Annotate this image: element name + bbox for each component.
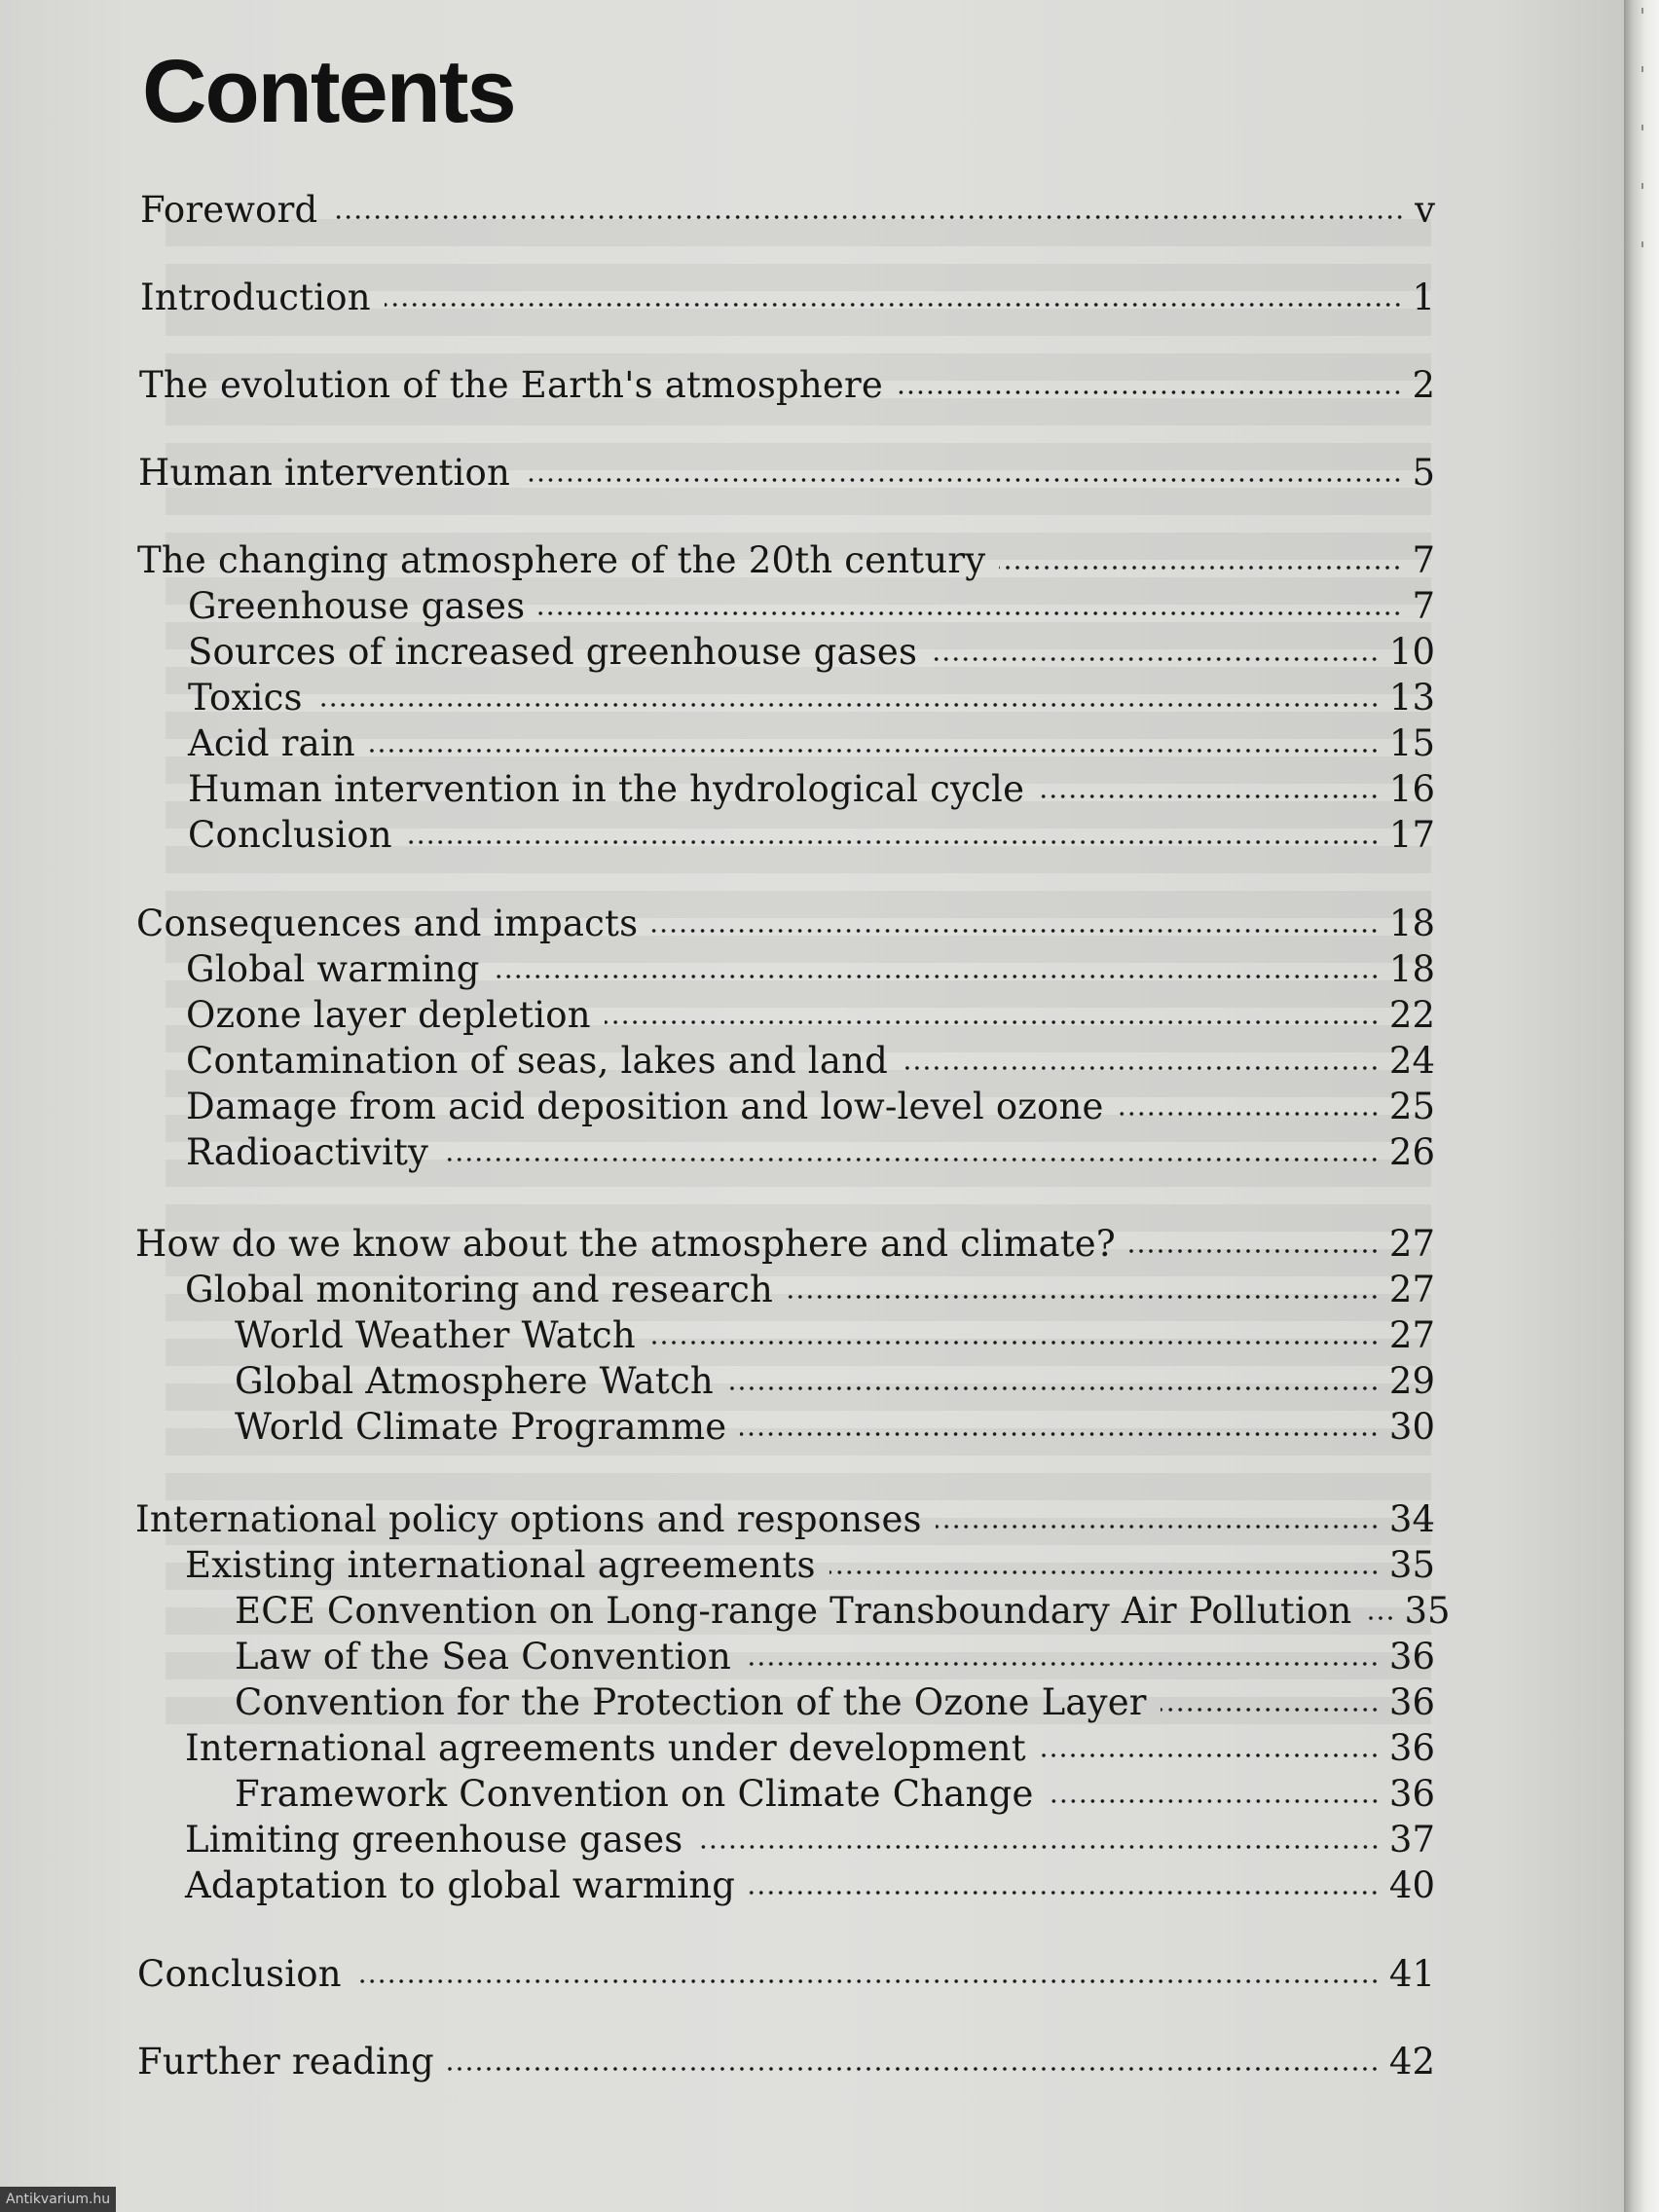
toc-entry-page: 2: [1412, 364, 1435, 406]
toc-entry-page: 15: [1388, 722, 1435, 764]
toc-entry-page: 41: [1388, 1953, 1435, 1995]
dot-leader: [1048, 1798, 1380, 1804]
toc-entry: [135, 1498, 1435, 1541]
toc-entry: [235, 1360, 1435, 1403]
toc-entry-label: Human intervention: [138, 452, 510, 494]
toc-entry: [139, 364, 1435, 407]
dot-leader: [1161, 1707, 1380, 1713]
toc-entry: [185, 1544, 1435, 1587]
toc-entry-label: International policy options and responses: [135, 1498, 922, 1540]
toc-entry-label: Adaptation to global warming: [185, 1864, 736, 1906]
toc-entry-page: 42: [1388, 2041, 1435, 2083]
dot-leader: [448, 2066, 1380, 2072]
toc-entry-page: 27: [1388, 1223, 1435, 1265]
toc-entry: [185, 1864, 1435, 1907]
dot-leader: [1038, 793, 1380, 799]
page-title: Contents: [142, 42, 515, 141]
toc-entry-label: Toxics: [188, 677, 303, 719]
toc-entry-page: 36: [1388, 1773, 1435, 1815]
toc-entry-label: Introduction: [140, 276, 371, 318]
toc-entry: [136, 903, 1435, 945]
toc-entry: [138, 452, 1435, 495]
toc-entry-page: 25: [1388, 1086, 1435, 1127]
toc-entry: [186, 1040, 1435, 1083]
toc-entry-label: Global monitoring and research: [185, 1269, 774, 1310]
toc-entry-label: Further reading: [137, 2041, 434, 2083]
toc-entry-page: 30: [1388, 1406, 1435, 1448]
toc-entry-page: 7: [1412, 539, 1435, 581]
toc-entry-page: 37: [1388, 1819, 1435, 1861]
toc-entry-page: 10: [1388, 631, 1435, 673]
toc-entry-page: 34: [1388, 1498, 1435, 1540]
toc-entry-page: 36: [1388, 1727, 1435, 1769]
dot-leader: [999, 565, 1402, 571]
toc-entry-label: Damage from acid deposition and low-level ozone: [186, 1086, 1104, 1127]
toc-entry: [188, 585, 1435, 628]
toc-entry-label: Law of the Sea Convention: [235, 1636, 732, 1677]
watermark-label: Antikvarium.hu: [0, 2187, 116, 2212]
toc-entry: [188, 814, 1435, 857]
toc-entry-page: 35: [1404, 1590, 1451, 1632]
toc-entry-label: Acid rain: [188, 722, 355, 764]
toc-entry: [235, 1773, 1435, 1816]
toc-entry: [186, 1131, 1435, 1174]
toc-entry-label: International agreements under development: [185, 1727, 1026, 1769]
toc-entry-label: Framework Convention on Climate Change: [235, 1773, 1034, 1815]
toc-entry: [140, 189, 1435, 232]
dot-leader: [355, 1978, 1380, 1984]
toc-entry-page: 27: [1388, 1314, 1435, 1356]
toc-entry-label: Contamination of seas, lakes and land: [186, 1040, 889, 1082]
dot-leader: [902, 1065, 1380, 1071]
toc-entry-label: ECE Convention on Long-range Transboundary Air Pollution: [235, 1590, 1352, 1632]
toc-entry: [137, 2041, 1435, 2083]
toc-entry-label: Global warming: [186, 948, 480, 990]
toc-entry-label: The changing atmosphere of the 20th century: [137, 539, 986, 581]
dot-leader: [1366, 1615, 1395, 1621]
toc-entry-label: The evolution of the Earth's atmosphere: [139, 364, 884, 406]
toc-entry: [137, 539, 1435, 582]
toc-entry: [235, 1636, 1435, 1678]
toc-entry-page: 17: [1388, 814, 1435, 856]
dot-leader: [331, 214, 1405, 220]
toc-entry-page: 24: [1388, 1040, 1435, 1082]
toc-entry: [185, 1819, 1435, 1862]
toc-entry-page: 22: [1388, 994, 1435, 1036]
toc-entry-label: World Climate Programme: [235, 1406, 727, 1448]
toc-entry-page: 35: [1388, 1544, 1435, 1586]
toc-entry-page: 18: [1388, 903, 1435, 944]
toc-entry-page: 27: [1388, 1269, 1435, 1310]
dot-leader: [745, 1661, 1380, 1667]
toc-entry: [140, 276, 1435, 319]
toc-entry-page: 29: [1388, 1360, 1435, 1402]
dot-leader: [727, 1385, 1380, 1391]
dot-leader: [385, 302, 1403, 308]
toc-entry-label: Greenhouse gases: [188, 585, 526, 627]
dot-leader: [936, 1524, 1380, 1530]
dot-leader: [1118, 1111, 1380, 1117]
page-edge-shadow: [1624, 0, 1659, 2212]
toc-entry: [185, 1727, 1435, 1770]
toc-entry-page: 18: [1388, 948, 1435, 990]
dot-leader: [442, 1157, 1380, 1162]
dot-leader: [1129, 1248, 1380, 1254]
toc-entry: [188, 677, 1435, 719]
toc-entry-page: 40: [1388, 1864, 1435, 1906]
toc-entry-label: Sources of increased greenhouse gases: [188, 631, 918, 673]
toc-entry: [235, 1314, 1435, 1357]
toc-entry-label: Ozone layer depletion: [186, 994, 591, 1036]
toc-entry: [186, 1086, 1435, 1128]
toc-entry-label: Conclusion: [188, 814, 392, 856]
toc-entry-label: How do we know about the atmosphere and climate?: [135, 1223, 1116, 1265]
toc-entry: [185, 1269, 1435, 1311]
dot-leader: [406, 839, 1380, 845]
toc-entry-page: v: [1415, 189, 1435, 231]
binding-marks: [1641, 8, 1643, 280]
toc-entry: [235, 1406, 1435, 1449]
dot-leader: [830, 1569, 1380, 1575]
toc-entry: [137, 1953, 1435, 1996]
dot-leader: [1040, 1752, 1380, 1758]
dot-leader: [787, 1294, 1380, 1300]
dot-leader: [494, 974, 1380, 979]
toc-entry-label: Existing international agreements: [185, 1544, 816, 1586]
dot-leader: [524, 477, 1402, 483]
toc-entry: [186, 948, 1435, 991]
toc-entry: [188, 768, 1435, 811]
dot-leader: [651, 928, 1380, 934]
toc-entry-page: 7: [1412, 585, 1435, 627]
dot-leader: [897, 389, 1402, 395]
toc-entry-page: 13: [1388, 677, 1435, 719]
dot-leader: [538, 610, 1402, 616]
toc-entry-label: Foreword: [140, 189, 318, 231]
toc-entry: [186, 994, 1435, 1037]
toc-entry-page: 26: [1388, 1131, 1435, 1173]
toc-entry-label: Convention for the Protection of the Ozone Layer: [235, 1681, 1147, 1723]
toc-entry-page: 1: [1412, 276, 1435, 318]
dot-leader: [740, 1431, 1380, 1437]
toc-entry-label: Limiting greenhouse gases: [185, 1819, 683, 1861]
dot-leader: [369, 748, 1380, 754]
toc-entry-page: 36: [1388, 1636, 1435, 1677]
toc-entry-page: 36: [1388, 1681, 1435, 1723]
toc-entry: [235, 1590, 1451, 1633]
toc-entry-label: Radioactivity: [186, 1131, 429, 1173]
toc-entry-page: 16: [1388, 768, 1435, 810]
toc-entry-label: Consequences and impacts: [136, 903, 639, 944]
toc-entry: [188, 631, 1435, 674]
toc-entry-label: Conclusion: [137, 1953, 342, 1995]
dot-leader: [605, 1019, 1380, 1025]
dot-leader: [649, 1340, 1380, 1346]
toc-entry: [188, 722, 1435, 765]
dot-leader: [931, 656, 1380, 662]
toc-entry-label: Global Atmosphere Watch: [235, 1360, 714, 1402]
dot-leader: [697, 1844, 1380, 1850]
dot-leader: [316, 702, 1380, 708]
toc-entry: [235, 1681, 1435, 1724]
toc-entry-page: 5: [1412, 452, 1435, 494]
toc-entry: [135, 1223, 1435, 1266]
toc-entry-label: World Weather Watch: [235, 1314, 636, 1356]
dot-leader: [749, 1890, 1380, 1896]
toc-entry-label: Human intervention in the hydrological cycle: [188, 768, 1025, 810]
